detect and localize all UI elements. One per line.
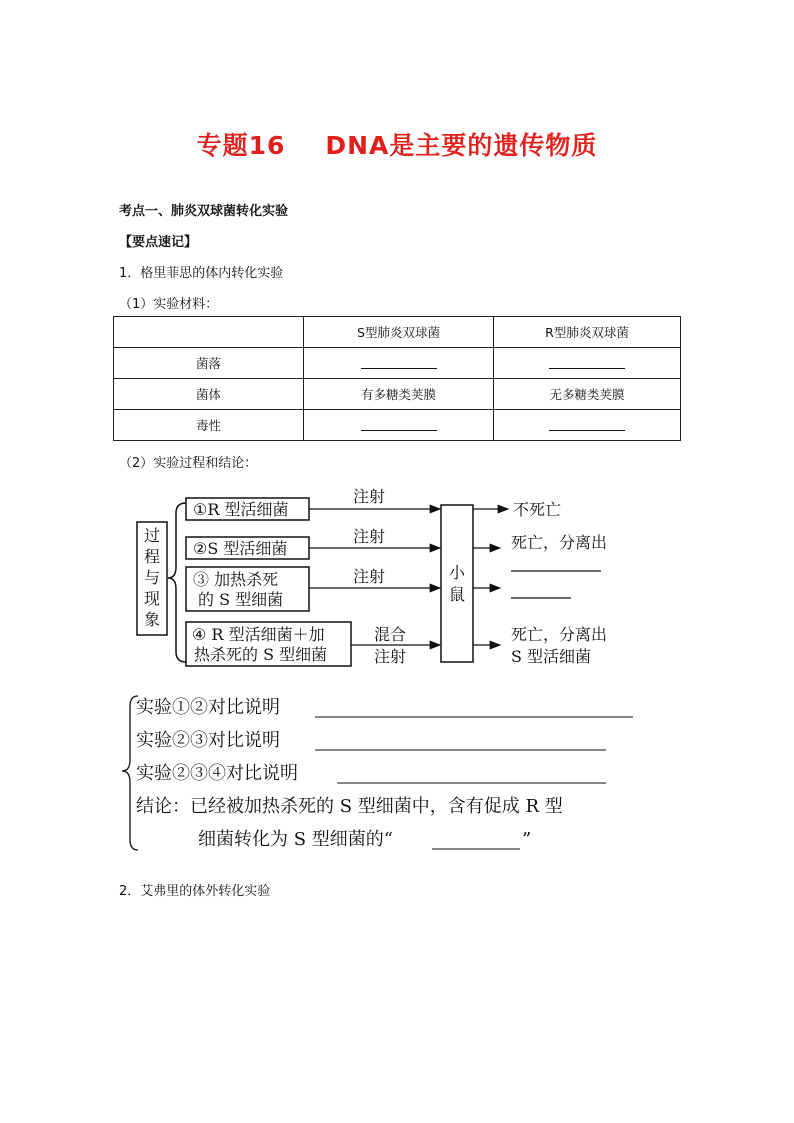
result-1: 不死亡 xyxy=(513,500,562,519)
left-brace xyxy=(168,503,186,662)
conclusion-line3: 实验②③④对比说明 xyxy=(136,763,298,784)
side-label-char: 现 xyxy=(143,589,161,608)
title-part1: 专题16 xyxy=(196,131,286,160)
item1-heading: 1．格里菲思的体内转化实验 xyxy=(119,266,284,281)
condition-4-line1: ④ R 型活细菌＋加 xyxy=(192,625,325,644)
inject-label: 注射 xyxy=(353,567,386,586)
row-label: 毒性 xyxy=(114,410,304,441)
condition-1-text: ①R 型活细菌 xyxy=(193,500,289,519)
mouse-char: 鼠 xyxy=(448,585,466,604)
sub2-heading: （2）实验过程和结论： xyxy=(119,456,258,471)
conclusion-line5: 细菌转化为 S 型细菌的“ xyxy=(198,829,393,850)
condition-3-line2: 的 S 型细菌 xyxy=(198,590,284,609)
condition-4-line2: 热杀死的 S 型细菌 xyxy=(194,645,328,664)
result-4-line2: S 型活细菌 xyxy=(511,647,592,666)
section-heading: 考点一、肺炎双球菌转化实验 xyxy=(119,204,289,219)
mouse-char: 小 xyxy=(448,563,466,582)
item2-heading: 2．艾弗里的体外转化实验 xyxy=(119,884,271,899)
table-header-cell: S型肺炎双球菌 xyxy=(304,317,494,348)
sub1-heading: （1）实验材料： xyxy=(119,297,219,312)
title-part2: DNA是主要的遗传物质 xyxy=(325,131,598,160)
conclusion-line4: 结论：已经被加热杀死的 S 型细菌中，含有促成 R 型 xyxy=(136,796,563,817)
mouse-box xyxy=(441,505,473,662)
condition-3-line1: ③ 加热杀死 xyxy=(193,570,279,589)
row-label: 菌体 xyxy=(114,379,304,410)
side-label-char: 与 xyxy=(143,568,161,587)
side-label-char: 过 xyxy=(143,526,161,545)
side-label-char: 象 xyxy=(143,610,161,629)
result-4-line1: 死亡，分离出 xyxy=(511,625,608,644)
key-points-heading: 【要点速记】 xyxy=(119,235,198,250)
inject-label: 注射 xyxy=(374,647,407,666)
side-label-char: 程 xyxy=(143,547,161,566)
row-label: 菌落 xyxy=(114,348,304,379)
conclusion-line5-end: ” xyxy=(522,829,532,850)
result-2: 死亡，分离出 xyxy=(511,533,608,552)
table-cell: 无多糖类荚膜 xyxy=(494,379,681,410)
inject-label: 注射 xyxy=(353,487,386,506)
mix-label: 混合 xyxy=(374,625,407,644)
conclusion-line1: 实验①②对比说明 xyxy=(136,697,280,718)
condition-2-text: ②S 型活细菌 xyxy=(193,539,288,558)
conclusion-line2: 实验②③对比说明 xyxy=(136,730,280,751)
inject-label: 注射 xyxy=(353,527,386,546)
table-cell: 有多糖类荚膜 xyxy=(304,379,494,410)
table-header-cell: R型肺炎双球菌 xyxy=(494,317,681,348)
